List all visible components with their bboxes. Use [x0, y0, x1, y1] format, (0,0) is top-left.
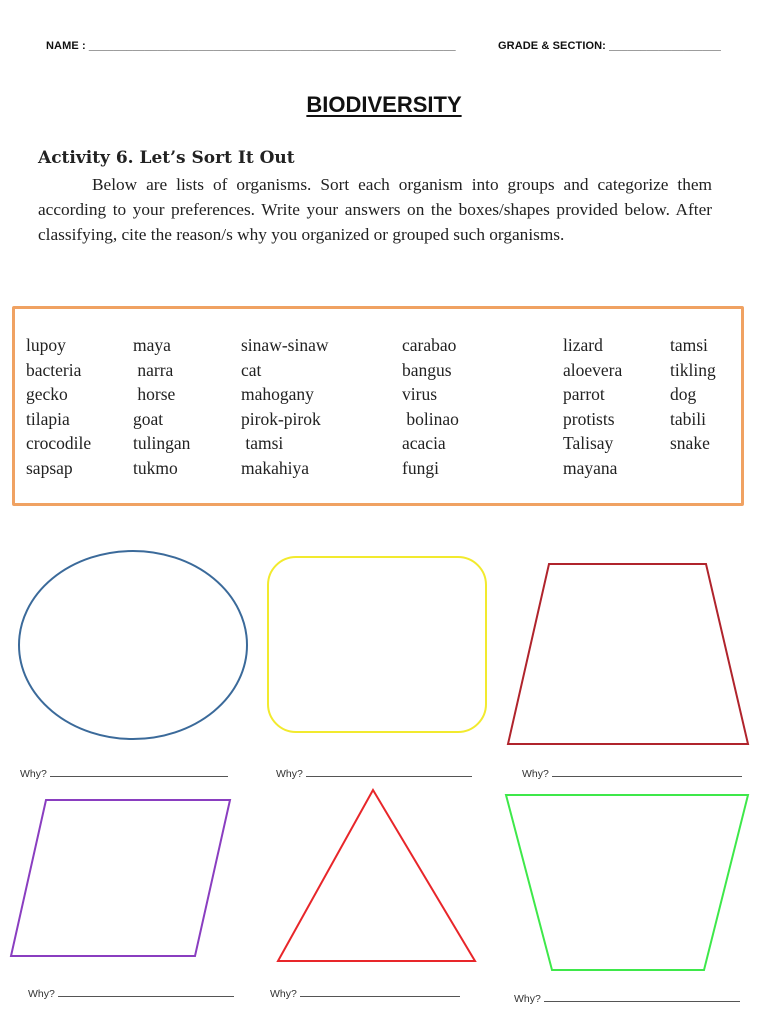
organism-item: lizard — [563, 335, 603, 355]
organism-item: sapsap — [26, 457, 73, 478]
why-answer-line[interactable] — [276, 768, 472, 780]
why-blank-line[interactable] — [544, 993, 740, 1002]
organism-item: tulingan — [133, 433, 191, 454]
trapezoid-answer-shape[interactable] — [508, 564, 748, 744]
why-answer-line[interactable] — [270, 988, 460, 1000]
organism-item: tamsi — [241, 433, 284, 454]
activity-instructions: Below are lists of organisms. Sort each organism into groups and categorize them according to your preferences. Write your answers on the boxes/shapes provided below. After classifying, cite the reason/s why you organized or grouped such organisms. — [38, 175, 712, 244]
organism-item: Talisay — [563, 433, 614, 454]
organism-item: sinaw-sinaw — [241, 335, 329, 355]
organism-item: tilapia — [26, 408, 70, 429]
organism-item: makahiya — [241, 457, 310, 478]
why-label: Why? — [28, 988, 55, 1000]
inverted-trapezoid-answer-shape[interactable] — [506, 795, 748, 970]
organism-item: protists — [563, 408, 615, 429]
organism-item: mahogany — [241, 384, 314, 405]
organism-item: dog — [670, 384, 697, 405]
why-blank-line[interactable] — [58, 988, 234, 997]
organism-item: snake — [670, 433, 710, 454]
why-answer-line[interactable] — [522, 768, 742, 780]
organism-item: goat — [133, 408, 164, 429]
why-blank-line[interactable] — [50, 768, 228, 777]
organism-item: fungi — [402, 457, 439, 478]
why-label: Why? — [514, 993, 541, 1005]
organism-item: mayana — [563, 457, 618, 478]
organism-item: cat — [241, 359, 262, 380]
why-answer-line[interactable] — [20, 768, 228, 780]
why-label: Why? — [20, 768, 47, 780]
organism-item: bolinao — [402, 408, 459, 429]
oval-answer-shape[interactable] — [19, 551, 247, 739]
why-label: Why? — [276, 768, 303, 780]
page-title: BIODIVERSITY — [306, 92, 462, 117]
organism-item: bacteria — [26, 359, 82, 380]
why-answer-line[interactable] — [514, 993, 740, 1005]
why-label: Why? — [270, 988, 297, 1000]
name-field-label[interactable]: NAME : ___________________________________________________________ — [46, 40, 456, 52]
organism-item: aloevera — [563, 359, 623, 380]
organism-item: horse — [133, 384, 176, 405]
organism-item: lupoy — [26, 335, 66, 355]
organism-item: maya — [133, 335, 171, 355]
organism-item: carabao — [402, 335, 457, 355]
organism-item: pirok-pirok — [241, 408, 321, 429]
organism-item: virus — [402, 384, 437, 405]
organism-item: crocodile — [26, 433, 92, 454]
why-blank-line[interactable] — [552, 768, 742, 777]
organism-item: narra — [133, 359, 174, 380]
why-blank-line[interactable] — [300, 988, 460, 997]
organism-item: tikling — [670, 359, 716, 380]
organism-item: tukmo — [133, 457, 178, 478]
grade-section-field-label[interactable]: GRADE & SECTION: __________________ — [498, 40, 722, 52]
organism-item: tamsi — [670, 335, 708, 355]
why-label: Why? — [522, 768, 549, 780]
organism-item: parrot — [563, 384, 605, 405]
organism-item: acacia — [402, 433, 446, 454]
activity-title: Activity 6. Let’s Sort It Out — [38, 148, 295, 168]
organism-item: gecko — [26, 384, 68, 405]
parallelogram-answer-shape[interactable] — [11, 800, 230, 956]
triangle-answer-shape[interactable] — [278, 790, 475, 961]
rounded-rectangle-answer-shape[interactable] — [268, 557, 486, 732]
why-answer-line[interactable] — [28, 988, 234, 1000]
organism-item: bangus — [402, 359, 452, 380]
why-blank-line[interactable] — [306, 768, 472, 777]
organism-item: tabili — [670, 408, 706, 429]
